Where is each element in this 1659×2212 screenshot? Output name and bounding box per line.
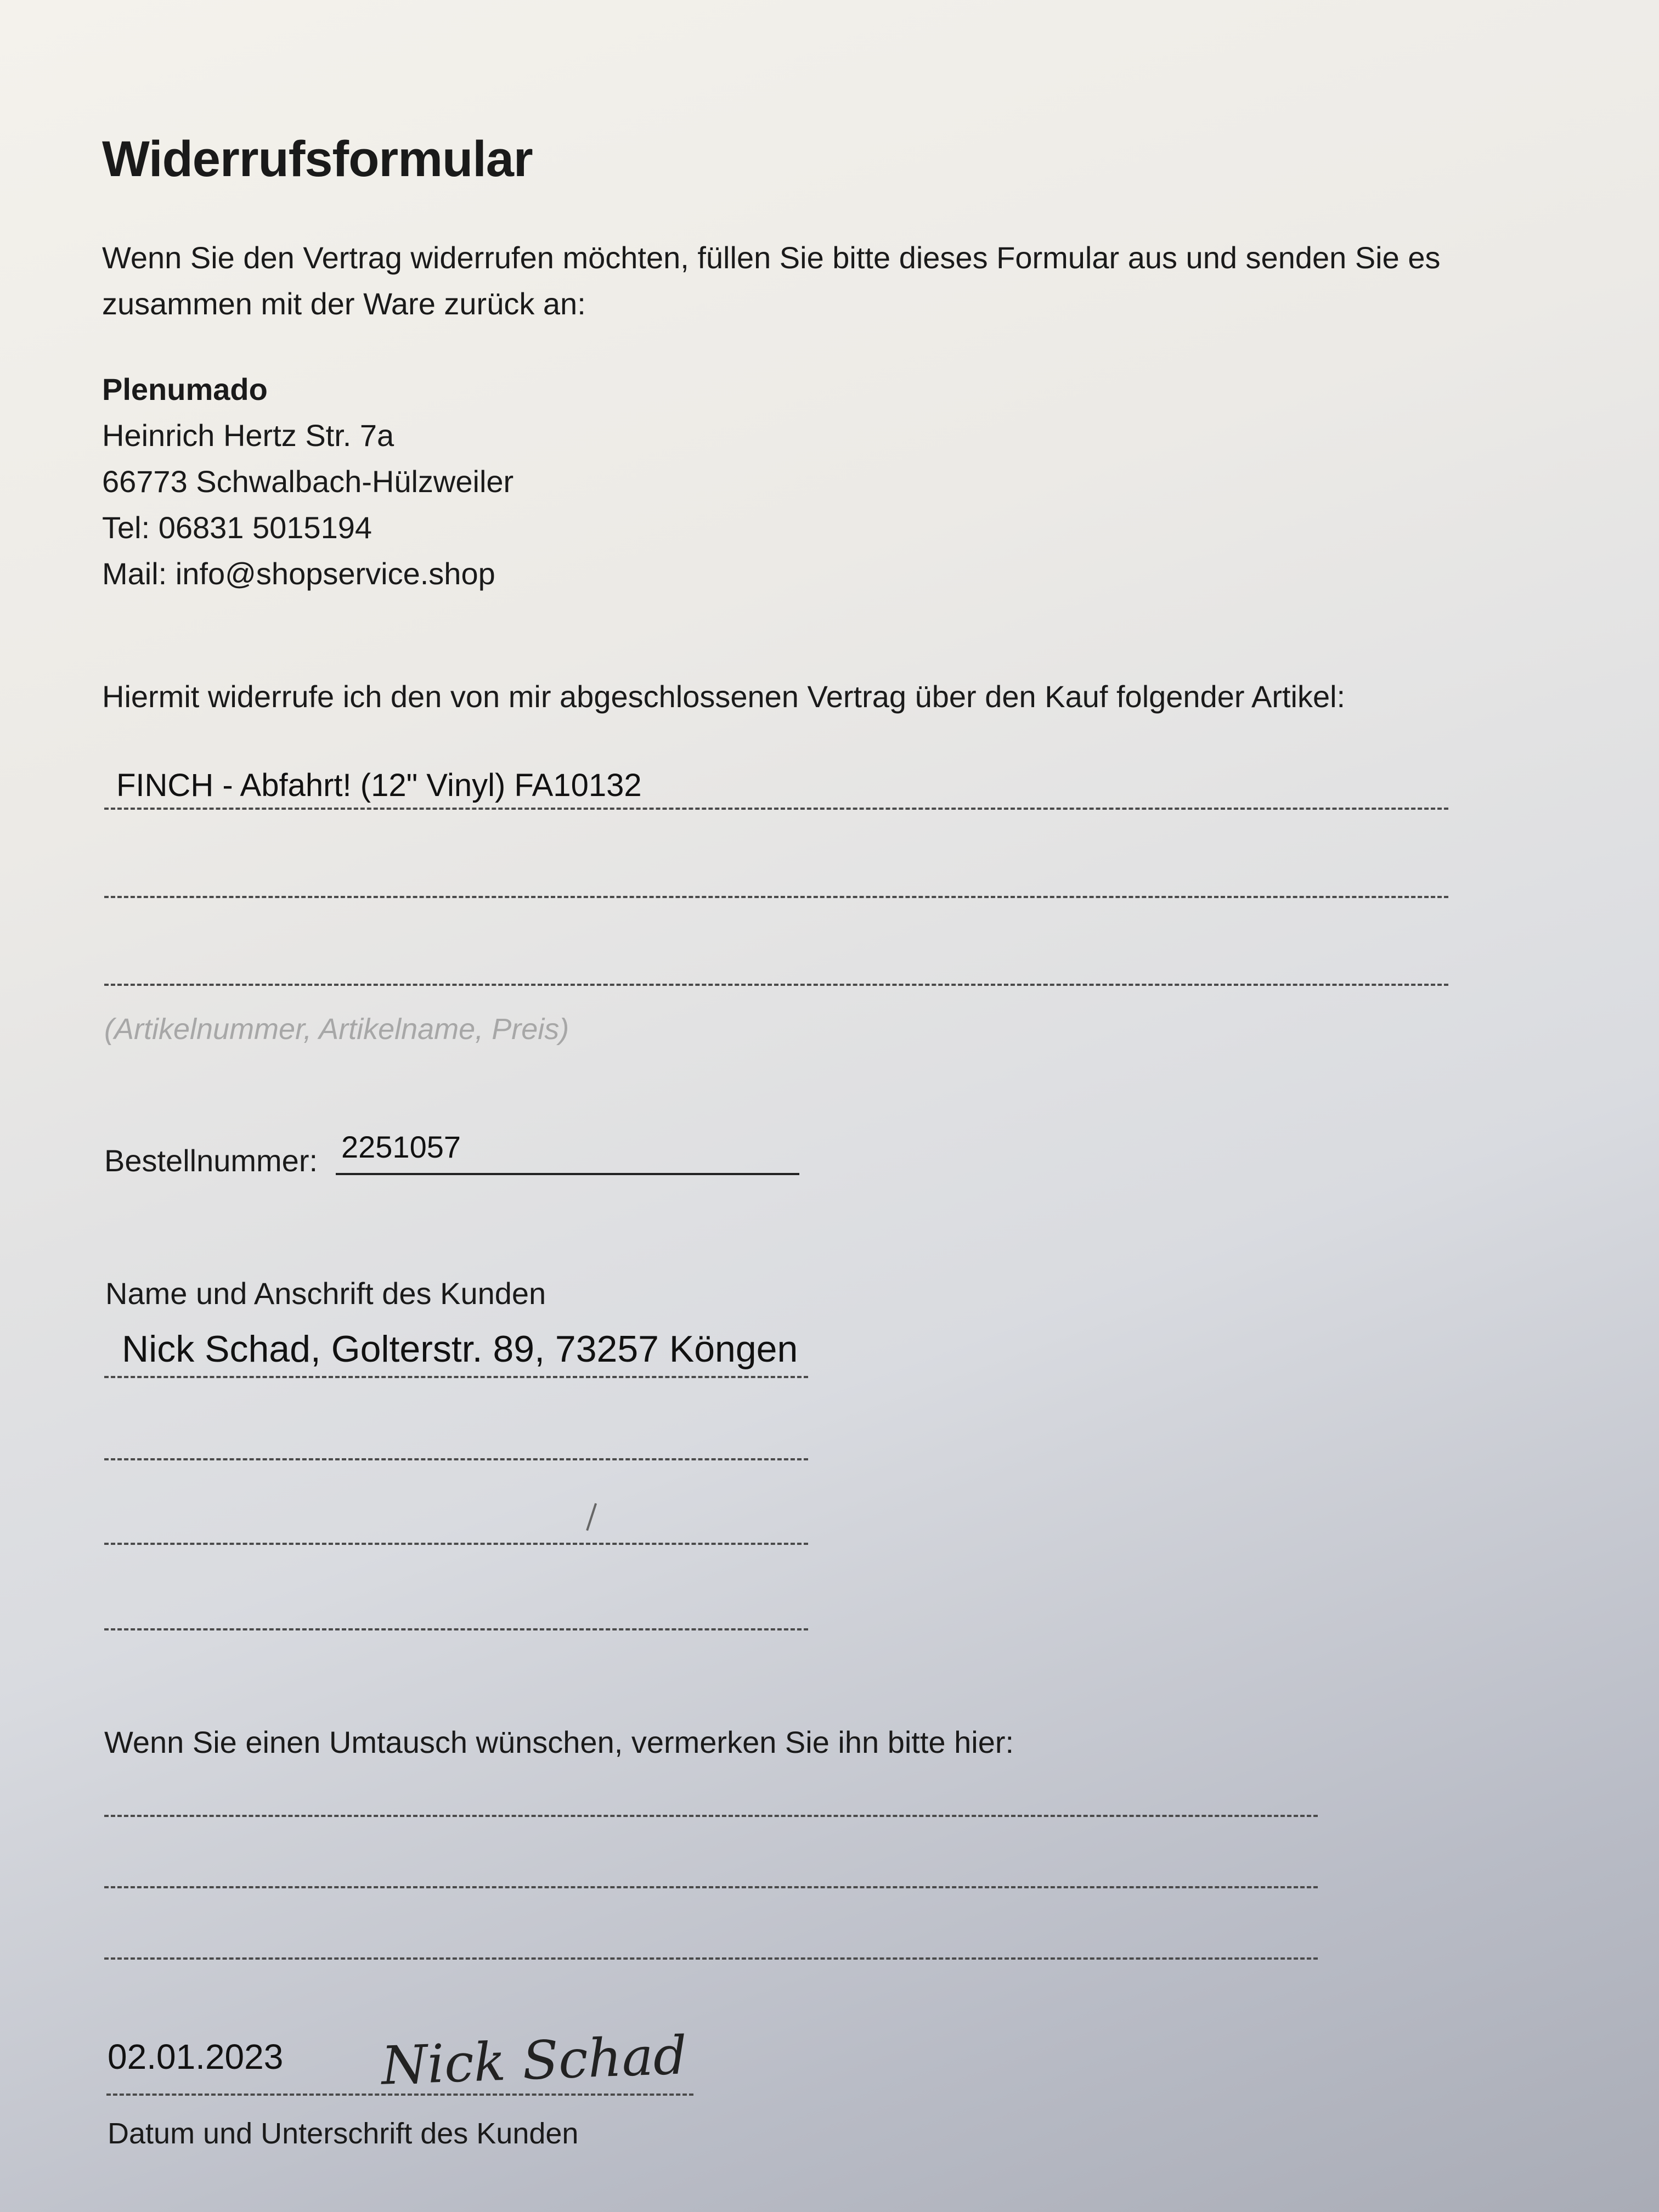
articles-hint: (Artikelnummer, Artikelname, Preis) — [104, 1013, 569, 1046]
intro-line-2: zusammen mit der Ware zurück an: — [102, 286, 586, 321]
phone: Tel: 06831 5015194 — [102, 510, 372, 545]
intro-text — [102, 235, 1440, 327]
date-value[interactable]: 02.01.2023 — [108, 2037, 284, 2076]
company-name: Plenumado — [102, 372, 268, 407]
customer-line-3[interactable] — [104, 1543, 808, 1545]
customer-line-1[interactable] — [104, 1376, 808, 1378]
exchange-label: Wenn Sie einen Umtausch wünschen, vermerken Sie ihn bitte hier: — [104, 1725, 1014, 1759]
article-line-1[interactable] — [104, 808, 1448, 810]
seller-address — [102, 366, 514, 597]
order-number-value[interactable]: 2251057 — [341, 1130, 461, 1164]
handwritten-signature[interactable]: Nick Schad — [380, 2024, 688, 2097]
article-line-2[interactable] — [104, 896, 1448, 898]
article-line-1-value[interactable]: FINCH - Abfahrt! (12" Vinyl) FA10132 — [116, 768, 642, 803]
pen-mark — [586, 1503, 600, 1532]
customer-line-4[interactable] — [104, 1628, 808, 1630]
intro-line-1: Wenn Sie den Vertrag widerrufen möchten, füllen Sie bitte dieses Formular aus und senden Sie es — [102, 240, 1441, 275]
order-number-line[interactable] — [336, 1173, 799, 1175]
signature-line[interactable] — [106, 2094, 693, 2096]
articles-intro: Hiermit widerrufe ich den von mir abgeschlossenen Vertrag über den Kauf folgender Artikel: — [102, 679, 1346, 714]
customer-line-2[interactable] — [104, 1458, 808, 1460]
customer-label: Name und Anschrift des Kunden — [105, 1276, 546, 1311]
mail: Mail: info@shopservice.shop — [102, 556, 495, 591]
order-number-label: Bestellnummer: — [104, 1143, 318, 1178]
exchange-line-2[interactable] — [104, 1886, 1318, 1888]
article-line-3[interactable] — [104, 984, 1448, 986]
signature-label: Datum und Unterschrift des Kunden — [108, 2117, 579, 2150]
exchange-line-3[interactable] — [104, 1957, 1318, 1960]
customer-line-1-value[interactable]: Nick Schad, Golterstr. 89, 73257 Köngen — [122, 1328, 798, 1370]
city: 66773 Schwalbach-Hülzweiler — [102, 464, 514, 499]
form-title: Widerrufsformular — [102, 131, 533, 187]
exchange-line-1[interactable] — [104, 1815, 1318, 1817]
street: Heinrich Hertz Str. 7a — [102, 418, 394, 453]
